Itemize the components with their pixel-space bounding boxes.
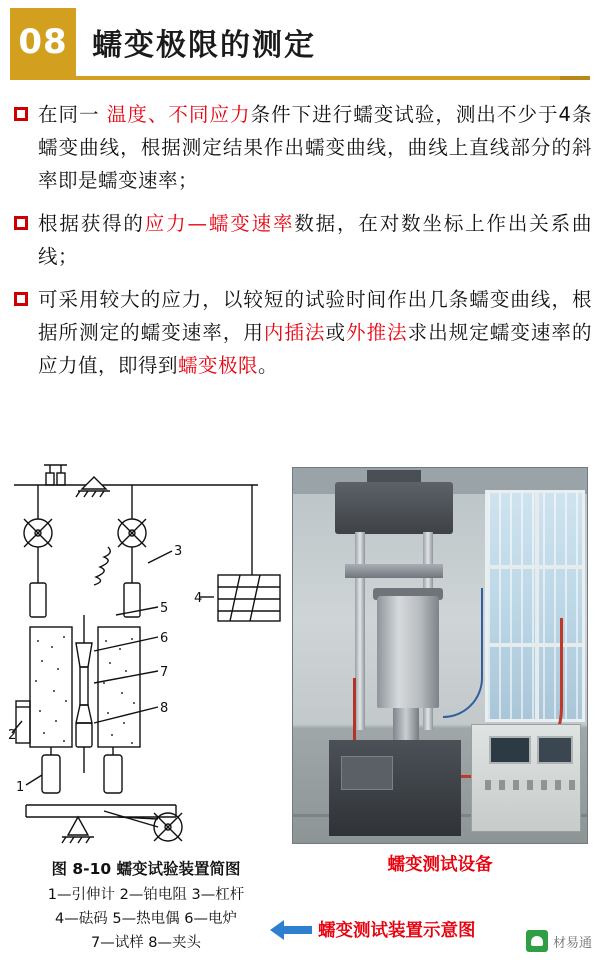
diagram-callout-3: 3 [174, 544, 183, 559]
text-run: 外推法 [346, 321, 408, 344]
text-run: 根据获得的 [38, 212, 145, 235]
machine-crossbar [345, 564, 443, 578]
diagram-caption: 图 8-10 蠕变试验装置简图 [51, 860, 241, 878]
diagram-callout-1: 1 [16, 780, 25, 795]
page-title-wrap [76, 8, 600, 76]
arrow-shaft [283, 926, 312, 934]
bullet-list [14, 98, 592, 392]
text-run: 条件下进行蠕变试验，测出不少于4条蠕变曲线，根据测定结果作出蠕变曲线，曲线上直线部分的斜率即是蠕变速率； [38, 103, 592, 192]
text-run: 蠕变极限 [178, 354, 259, 377]
text-run: 应力—蠕变速率 [144, 212, 295, 235]
machine-base-panel [341, 756, 393, 790]
diagram-legend [6, 883, 286, 955]
diagram-callout-7: 7 [160, 665, 169, 680]
text-run: 温度、不同应力 [106, 103, 251, 126]
creep-test-machine-photo [292, 467, 588, 844]
bullet-square-icon [14, 107, 28, 121]
text-run: 内插法 [263, 321, 326, 344]
header-divider [10, 76, 590, 80]
creep-test-apparatus-diagram [8, 455, 284, 855]
diagram-callout-8: 8 [160, 701, 169, 716]
legend-line-3: 7—试样 8—夹头 [90, 935, 202, 951]
figure-area [0, 455, 600, 960]
list-item [14, 98, 592, 197]
text-run: 。 [258, 354, 279, 377]
slide-header [0, 8, 600, 76]
text-run: 数据，在对数坐标上作出关系曲线； [38, 212, 592, 268]
legend-line-2: 4—砝码 5—热电偶 6—电炉 [55, 911, 237, 927]
watermark-text: 材易通 [552, 935, 592, 951]
watermark [526, 930, 592, 952]
left-arrow-icon [270, 920, 312, 940]
diagram-svg [8, 455, 284, 855]
list-item [14, 207, 592, 273]
list-item [14, 283, 592, 382]
window-mullion-horizontal-1 [488, 565, 582, 569]
bullet-square-icon [14, 292, 28, 306]
arrow-head [270, 920, 284, 940]
bullet-text-2 [38, 207, 592, 273]
console-knob-row [485, 780, 577, 790]
console-display-left [489, 736, 531, 764]
photo-caption: 蠕变测试设备 [387, 855, 493, 875]
bullet-text-3 [38, 283, 592, 382]
legend-line-1: 1—引伸计 2—铂电阻 3—杠杆 [47, 887, 245, 903]
diagram-callout-4: 4 [194, 591, 203, 606]
diagram-callout-2: 2 [8, 728, 17, 743]
text-run: 或 [325, 321, 347, 344]
bullet-text-1 [38, 98, 592, 197]
machine-crosshead [335, 482, 453, 534]
diagram-callout-6: 6 [160, 631, 169, 646]
console-display-right [537, 736, 573, 764]
schematic-pointer-label: 蠕变测试装置示意图 [318, 921, 476, 941]
text-run: 可采用较大的应力，以较短的试验时间作出几条蠕变曲线，根据所测定的蠕变速率，用 [38, 288, 592, 344]
diagram-callout-5: 5 [160, 601, 169, 616]
page-title: 蠕变极限的测定 [92, 28, 316, 63]
text-run: 求出规定蠕变速率的应力值，即得到 [38, 321, 592, 377]
header-divider-tail [560, 76, 590, 80]
watermark-logo-icon [526, 930, 548, 952]
bullet-square-icon [14, 216, 28, 230]
text-run: 在同一 [38, 103, 107, 126]
section-number-badge: 08 [10, 8, 76, 76]
